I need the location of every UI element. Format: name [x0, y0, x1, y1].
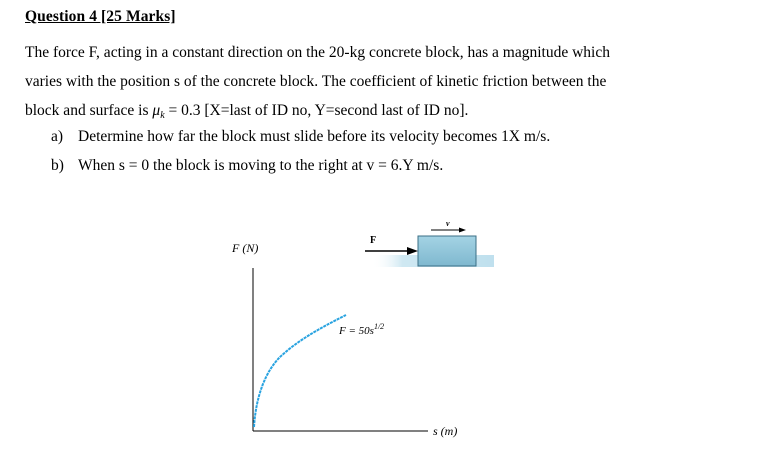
curve-label-text: F = 50s — [339, 325, 374, 337]
force-arrow-head — [407, 247, 418, 255]
question-heading: Question 4 [25 Marks] — [25, 8, 176, 25]
y-axis-label: F (N) — [232, 241, 259, 255]
statement-line-1: The force F, acting in a constant direction on the 20-kg concrete block, has a magnitude which — [25, 44, 610, 61]
force-label: F — [370, 235, 377, 246]
x-axis-label: s (m) — [433, 424, 458, 438]
force-curve — [254, 315, 346, 427]
part-b-label: b) — [51, 157, 64, 174]
concrete-block — [418, 236, 476, 266]
statement-line-2: varies with the position s of the concrete block. The coefficient of kinetic friction between the — [25, 73, 607, 90]
line3-suffix: = 0.3 [X=last of ID no, Y=second last of ID no]. — [164, 102, 469, 119]
curve-label — [338, 322, 384, 337]
velocity-label: v — [446, 219, 450, 228]
mu-symbol: μ — [152, 102, 161, 119]
curve-exponent: 1/2 — [373, 322, 385, 331]
line3-prefix: block and surface is — [25, 102, 153, 119]
part-a-text: Determine how far the block must slide before its velocity becomes 1X m/s. — [78, 128, 551, 145]
velocity-arrow-head — [459, 228, 466, 233]
part-a-label: a) — [51, 128, 64, 145]
part-b-text: When s = 0 the block is moving to the right at v = 6.Y m/s. — [78, 157, 444, 174]
mu-subscript: k — [160, 110, 165, 121]
